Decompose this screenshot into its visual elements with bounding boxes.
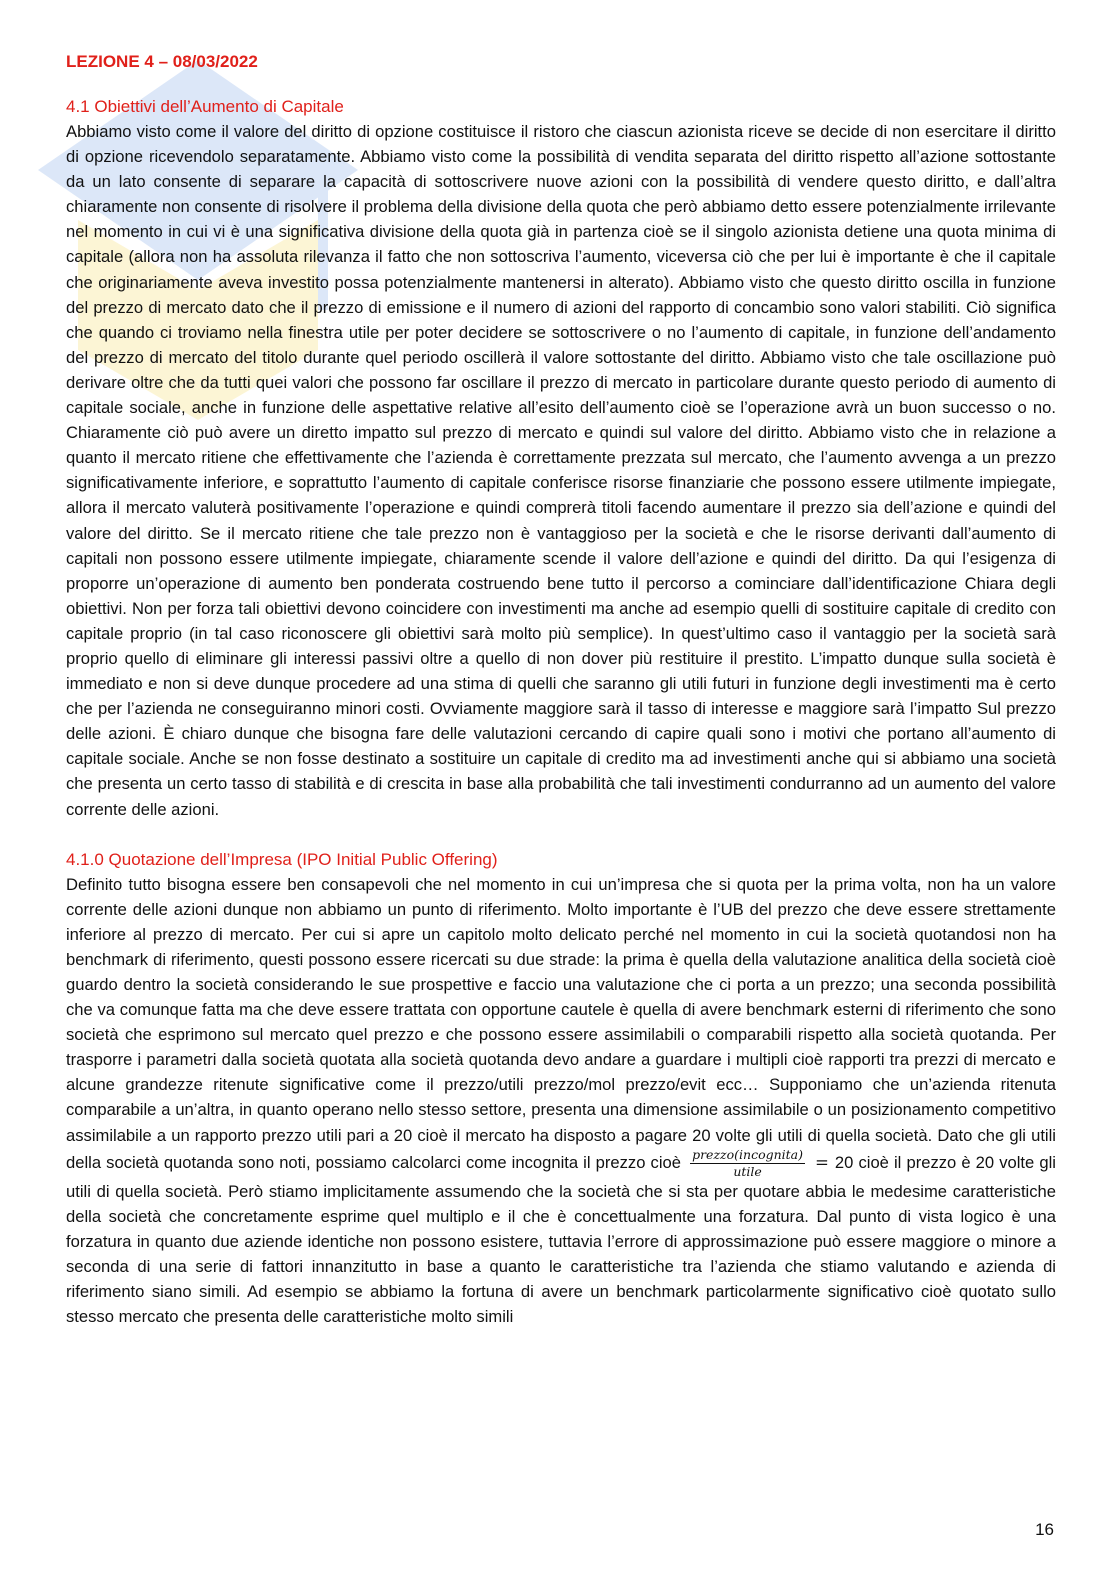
fraction-denominator: utile — [733, 1163, 762, 1179]
quotazione-text-after: 20 cioè il prezzo è 20 volte gli utili di quella società. Però stiamo implicitamente assumendo che la società che si sta per quotare abbia le medesime caratteristiche della società che concretamente esprime quel multiplo e il che è concettualmente una forzatura. Dal punto di vista logico è una forzatura in quanto due aziende identiche non possono esistere, tuttavia l’errore di approssimazione può essere maggiore o minore a seconda di una serie di fattori innanzitutto in base a quanto le caratteristiche tra l’azienda che stiamo valutando e azienda di riferimento siano simili. Ad esempio se abbiamo la fortuna di avere un benchmark particolarmente significativo cioè quotato sullo stesso mercato che presenta delle caratteristiche molto simili — [66, 1152, 1056, 1327]
paragraph-gap — [66, 822, 1056, 847]
section-body-obiettivi: Abbiamo visto come il valore del diritto di opzione costituisce il ristoro che ciascun azionista riceve se decide di non esercitare il diritto di opzione ricevendolo separatamente. Abbiamo visto come la possibilità di vendita separata del diritto rispetto all’azione sottostante da un lato consente di separare la capacità di sottoscrivere nuove azioni con la possibilità di vendere questo diritto, e dall’altra chiaramente non consente di risolvere il problema della divisione della quota che però abbiamo detto essere potenzialmente irrilevante nel momento in cui vi è una significativa divisione della quota già in partenza cioè se il singolo azionista detiene una quota minima di capitale (allora non ha assoluta rilevanza il fatto che non sottoscriva l’aumento, viceversa ciò che per lui è importante è che il capitale che originariamente aveva investito possa potenzialmente mantenersi in alterato). Abbiamo visto che questo diritto oscilla in funzione del prezzo di mercato dato che il prezzo di emissione e il numero di azioni del rapporto di concambio sono valori stabiliti. Ciò significa che quando ci troviamo nella finestra utile per poter decidere se sottoscrivere o no l’aumento di capitale, in funzione dell’andamento del prezzo di mercato del titolo durante quel periodo oscillerà il valore sottostante del diritto. Abbiamo visto che tale oscillazione può derivare oltre che da tutti quei valori che possono far oscillare il prezzo di mercato in particolare durante questo periodo di aumento di capitale sociale, anche in funzione delle aspettative relative all’esito dell’aumento cioè se l’operazione avrà un buon successo o no. Chiaramente ciò può avere un diretto impatto sul prezzo di mercato e quindi sul valore del diritto. Abbiamo visto che in relazione a quanto il mercato ritiene che effettivamente che l’azienda è correttamente prezzata sul mercato, che l’aumento avvenga a un prezzo significativamente inferiore, e soprattutto l’aumento di capitale conferisce risorse finanziarie che possono essere utilmente impiegate, allora il mercato valuterà positivamente l’operazione e quindi comprerà titoli facendo aumentare il prezzo sia dell’azione e quindi del valore del diritto. Se il mercato ritiene che tale prezzo non è vantaggioso per la società e che le risorse derivanti dall’aumento di capitali non possono essere utilmente impiegate, chiaramente scende il valore dell’azione e quindi del diritto. Da qui l’esigenza di proporre un’operazione di aumento ben ponderata costruendo bene tutto il percorso a cominciare dall’identificazione Chiara degli obiettivi. Non per forza tali obiettivi devono coincidere con investimenti ma anche ad esempio quelli di sostituire capitale di credito con capitale proprio (in tal caso riconoscere gli obiettivi sarà molto più semplice). In quest’ultimo caso il vantaggio per la società sarà proprio quello di eliminare gli interessi passivi oltre a quello di non dover più restituire il prestito. L’impatto dunque sulla società è immediato e non si deve dunque procedere ad una stima di quelli che saranno gli utili futuri in funzione degli investimenti ma è certo che per l’azienda ne conseguiranno minori costi. Ovviamente maggiore sarà il tasso di interesse e maggiore sarà l’impatto Sul prezzo delle azioni. È chiaro dunque che bisogna fare delle valutazioni cercando di capire quali sono i motivi che portano all’aumento di capitale sociale. Anche se non fosse destinato a sostituire un capitale di credito ma ad investimenti anche qui si abbiamo una società che presenta un certo tasso di stabilità e di crescita in base alla probabilità che tali investimenti condurranno ad un aumento del valore corrente delle azioni. — [66, 122, 1056, 819]
fraction-numerator: prezzo(incognita) — [692, 1146, 804, 1162]
document-content — [66, 52, 1056, 1329]
quotazione-text-before: Definito tutto bisogna essere ben consapevoli che nel momento in cui un’impresa che si quota per la prima volta, non ha un valore corrente delle azioni dunque non abbiamo un punto di riferimento. Molto importante è l’UB del prezzo che deve essere strettamente inferiore al prezzo di mercato. Per cui si apre un capitolo molto delicato perché nel momento in cui la società quotandosi non ha benchmark di riferimento, questi possono essere ricercati su due strade: la prima è quella della valutazione analitica della società cioè guardo dentro la società considerando le sue prospettive e faccio una valutazione che ci porta a un prezzo; una seconda possibilità che va comunque fatta ma che deve essere trattata con opportune cautele è quella di avere benchmark esterni di riferimento che sono società che esprimono sul mercato quel prezzo e che possono essere assimilabili o comparabili rispetto alla società quotanda. Per trasporre i parametri dalla società quotata alla società quotanda devo andare a guardare i multipli cioè rapporti tra prezzi di mercato e alcune grandezze ritenute significative come il prezzo/utili prezzo/mol prezzo/evit ecc… Supponiamo che un’azienda ritenuta comparabile a un’altra, in quanto operano nello stesso settore, presenta una dimensione assimilabile o un posizionamento competitivo assimilabile a un rapporto prezzo utili pari a 20 cioè il mercato ha disposto a pagare 20 volte gli utili di quella società. Dato che gli utili della società quotanda sono noti, possiamo calcolarci come incognita il prezzo cioè — [66, 874, 1056, 1172]
equals-sign: = — [815, 1152, 829, 1172]
page-number: 16 — [1035, 1520, 1054, 1539]
section-title-quotazione: 4.1.0 Quotazione dell’Impresa (IPO Initial Public Offering) — [66, 849, 498, 869]
section-title-obiettivi: 4.1 Obiettivi dell’Aumento di Capitale — [66, 97, 344, 116]
section-body-quotazione — [66, 872, 1056, 1330]
price-earnings-fraction — [690, 1148, 805, 1179]
lesson-heading: LEZIONE 4 – 08/03/2022 — [66, 52, 258, 71]
